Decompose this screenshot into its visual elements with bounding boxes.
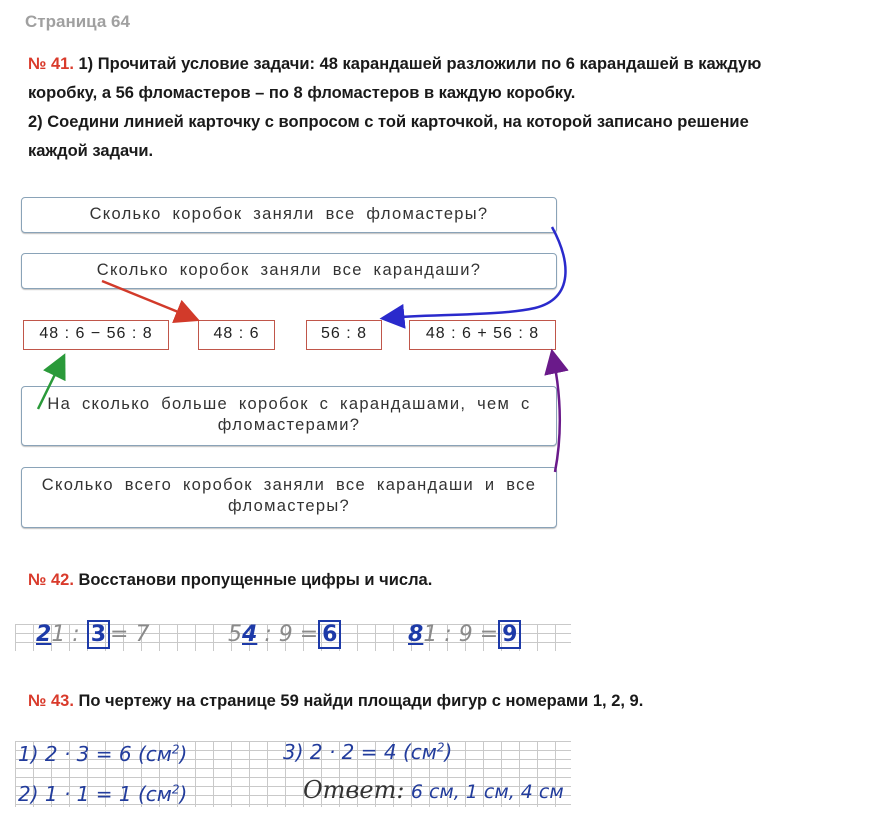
task41-line4: каждой задачи.	[28, 142, 154, 160]
question-card-pencils-boxes: Сколько коробок заняли все карандаши?	[21, 253, 557, 289]
red-arrow	[102, 281, 193, 318]
answer-values: 6 см, 1 см, 4 см	[410, 781, 564, 803]
question-card-total: Сколько всего коробок заняли все карандаши и все фломастеры?	[21, 467, 557, 528]
task41-line2: коробку, а 56 фломастеров – по 8 фломастеров в каждую коробку.	[28, 84, 576, 102]
task42-number: № 42.	[28, 571, 74, 589]
task41-line3: 2) Соедини линией карточку с вопросом с той карточкой, на которой записано решение	[28, 113, 749, 131]
expression-pencils: 48 : 6	[198, 320, 275, 350]
task42-text: № 42. Восстанови пропущенные цифры и числа.	[28, 571, 433, 589]
expression-markers: 56 : 8	[306, 320, 382, 350]
task41-line1: № 41. 1) Прочитай условие задачи: 48 карандашей разложили по 6 карандашей в каждую	[28, 55, 762, 73]
task43-answer-1: 1) 2 · 3 = 6 $(см^2)$	[18, 742, 188, 766]
expression-difference: 48 : 6 − 56 : 8	[23, 320, 169, 350]
answer-label: Ответ:	[303, 776, 405, 804]
task43-text: № 43. По чертежу на странице 59 найди площади фигур с номерами 1, 2, 9.	[28, 692, 644, 710]
purple-arrow	[553, 356, 560, 472]
task41-number: № 41.	[28, 55, 74, 73]
task42-equation-2: 54 : 9 = 6	[228, 622, 341, 647]
task43-answer-3: 3) 2 · 2 = 4 $(см^2)$	[283, 740, 453, 764]
green-arrow	[38, 360, 62, 409]
question-card-markers-boxes: Сколько коробок заняли все фломастеры?	[21, 197, 557, 233]
task43-final-answer	[303, 776, 564, 804]
task43-answer-2: 2) 1 · 1 = 1 $(см^2)$	[18, 782, 188, 806]
task42-equation-3: 81 : 9 = 9	[408, 622, 521, 647]
page-title: Страница 64	[25, 12, 130, 31]
task43-number: № 43.	[28, 692, 74, 710]
task42-equation-1: 21 : 3 = 7	[36, 622, 150, 647]
question-card-how-many-more: На сколько больше коробок с карандашами, чем с фломастерами?	[21, 386, 557, 446]
blue-arrow	[387, 227, 565, 318]
expression-sum: 48 : 6 + 56 : 8	[409, 320, 556, 350]
